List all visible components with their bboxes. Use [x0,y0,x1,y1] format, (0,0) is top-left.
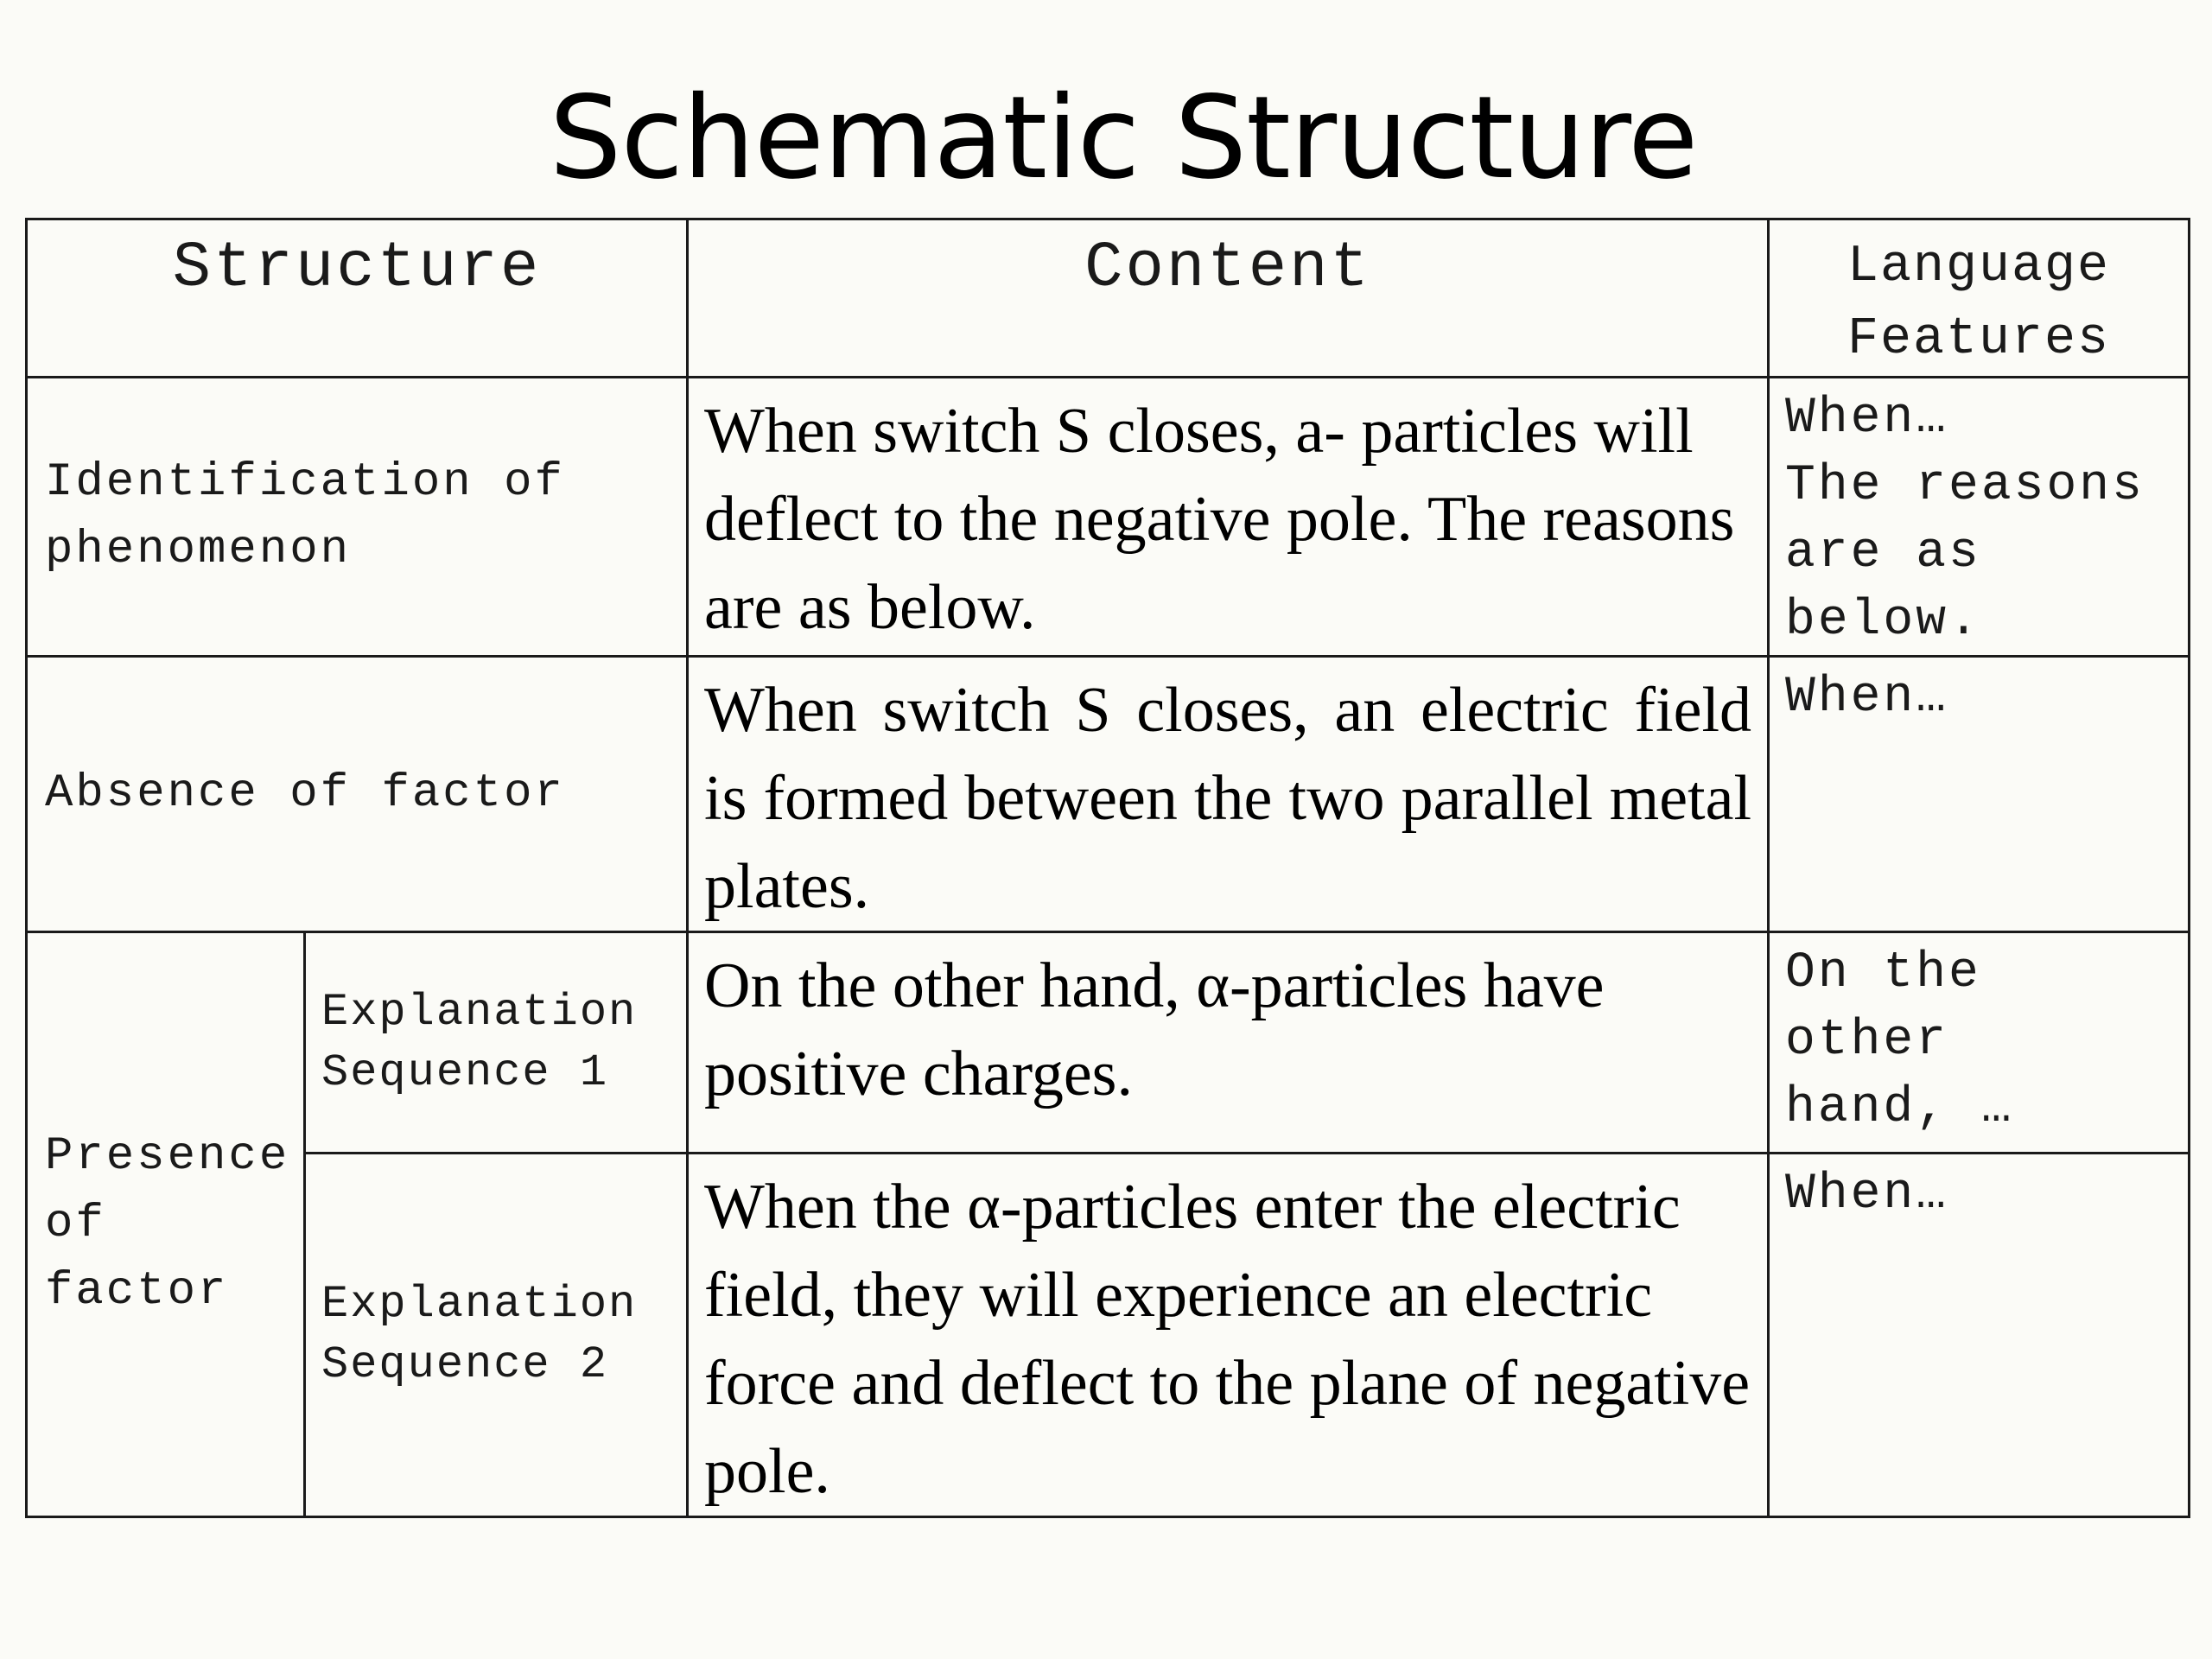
content-cell [688,657,1769,932]
content-cell [688,932,1769,1154]
content-cell [688,378,1769,657]
content-text: When switch S closes, an electric field is formed between the two parallel metal plates. [704,675,1752,922]
language-text: When… [1785,670,1949,726]
language-cell [1769,378,2190,657]
table-row [27,657,2190,932]
sub-structure-label: Explanation Sequence 1 [321,986,638,1098]
structure-cell [27,378,688,657]
sub-structure-cell [305,1154,688,1517]
header-row [27,219,2190,378]
structure-label: Absence of factor [45,767,565,820]
language-cell [1769,1154,2190,1517]
header-structure: Structure [172,232,542,305]
sub-structure-label: Explanation Sequence 2 [321,1279,638,1390]
content-text: When the α-particles enter the electric field, they will experience an electric force and deflect to the plane of negative pole. [704,1172,1751,1507]
structure-label: Identification of phenomenon [45,456,565,576]
content-text: On the other hand, α-particles have positive charges. [704,950,1605,1109]
table-row [27,932,2190,1154]
structure-label: Presence of factor [45,1130,290,1318]
language-text: When… The reasons are as below. [1785,391,2145,649]
structure-cell [27,932,305,1517]
content-text: When switch S closes, a- particles will deflect to the negative pole. The reasons are as below. [704,396,1735,643]
content-cell [688,1154,1769,1517]
language-cell [1769,932,2190,1154]
header-language-cell [1769,219,2190,378]
page-title: Schematic Structure [549,72,1698,205]
language-cell [1769,657,2190,932]
table-row [27,378,2190,657]
sub-structure-cell [305,932,688,1154]
language-text: When… [1785,1166,1949,1223]
structure-cell [27,657,688,932]
header-content: Content [1084,232,1371,305]
table-row [27,1154,2190,1517]
schematic-structure-table [25,218,2190,1518]
language-text: On the other hand, … [1785,945,2014,1136]
header-language-features: Language Features [1847,238,2111,369]
header-content-cell [688,219,1769,378]
header-structure-cell [27,219,688,378]
